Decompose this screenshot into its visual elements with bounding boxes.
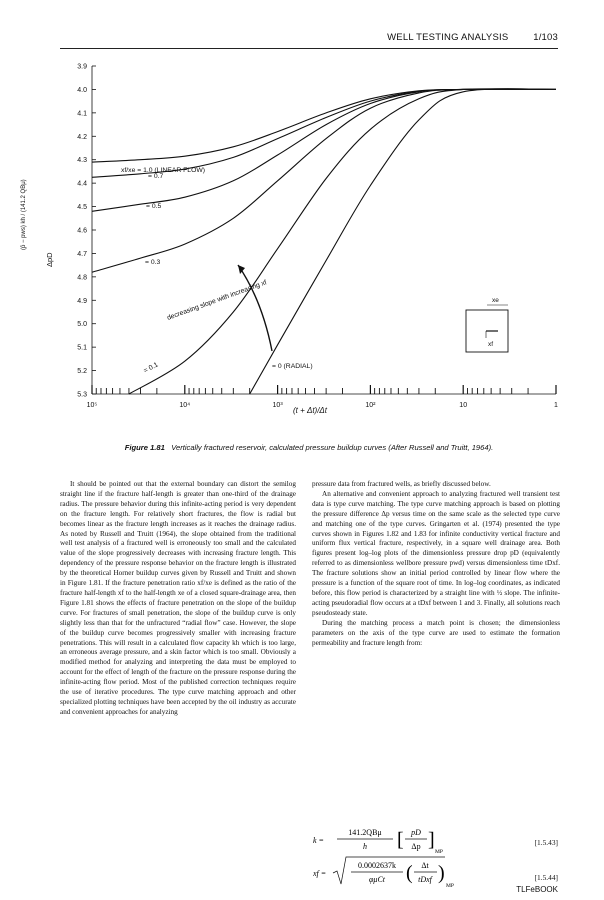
eq-factor-num: pD: [411, 828, 421, 837]
eq-lhs: xf =: [313, 869, 327, 878]
y-axis-label: ΔpD: [45, 252, 54, 267]
label-05: = 0.5: [146, 203, 162, 210]
y-tick-label: 4.6: [77, 227, 87, 235]
pressure-buildup-chart: [0, 55, 604, 455]
series-line-2: [92, 89, 556, 211]
y-tick-label: 4.3: [77, 157, 87, 165]
equation-permeability: [313, 824, 493, 856]
eq-factor-den: tDxf: [418, 875, 432, 884]
label-linear-flow: xf/xe = 1.0 (LINEAR FLOW): [121, 167, 206, 174]
label-01: = 0.1: [142, 361, 160, 375]
figure-caption: [60, 443, 558, 452]
xf-label: xf: [488, 341, 494, 348]
eq-factor-den: Δp: [411, 842, 421, 851]
y-tick-label: 3.9: [77, 63, 87, 71]
eq-lhs: k =: [313, 836, 324, 845]
arrowhead: [238, 265, 245, 274]
y-tick-label: 4.5: [77, 204, 87, 212]
xe-label: xe: [492, 297, 499, 304]
left-column: [60, 480, 296, 718]
x-tick-label: 10: [459, 402, 468, 409]
arrow-line: [238, 265, 272, 351]
label-radial: = 0 (RADIAL): [272, 363, 313, 370]
annotation-decreasing-slope: decreasing slope with increasing xf: [166, 279, 268, 322]
y-tick-label: 5.1: [77, 344, 87, 352]
series-line-1: [92, 89, 556, 177]
x-tick-label: 10²: [365, 402, 376, 409]
paragraph: pressure data from fractured wells, as briefly discussed below.: [312, 480, 491, 488]
equation-number: [1.5.44]: [534, 873, 558, 882]
y-axis-label-alt: (p̄ − pws) kh / (141.2 QBμ): [21, 179, 27, 250]
y-tick-label: 5.2: [77, 368, 87, 376]
fracture-schematic: [466, 297, 508, 352]
y-tick-label: 4.9: [77, 297, 87, 305]
y-tick-label: 4.1: [77, 110, 87, 118]
figure-label: Figure 1.81: [124, 443, 165, 452]
right-column: [312, 480, 560, 648]
label-03: = 0.3: [145, 259, 161, 266]
figure-caption-text: Vertically fractured reservoir, calculated pressure buildup curves (After Russell and Truitt, 1964).: [171, 443, 494, 452]
paragraph: An alternative and convenient approach to analyzing fractured well transient test data is type curve matching. The type curve matching approach is based on plotting the pressure difference Δp versus time on the same scale as the selected type curve and matching one of the type curves. Gringarten et al. (1974) presented the type curves shown in Figures 1.82 and 1.83 for infinite conductivity vertical fracture and uniform flux vertical fracture, respectively, in a square well drainage area. Both figures present log–log plots of the dimensionless pressure drop pD (equivalently referred to as dimensionless wellbore pressure pwd) versus dimensionless time tDxf. The fracture solutions show an initial period controlled by linear flow where the pressure is a function of the square root of time. In log–log coordinates, as indicated before, this flow period is characterized by a straight line with ½ slope. The infinite-acting pseudoradial flow occurs at a tDxf between 1 and 3. Finally, all solutions reach pseudosteady state.: [312, 489, 560, 617]
header-rule: [60, 48, 558, 49]
eq-num: 141.2QBμ: [348, 828, 382, 837]
right-bracket: ]: [428, 829, 435, 851]
x-axis-label: (t + Δt)/Δt: [292, 406, 328, 415]
label-07: = 0.7: [148, 173, 164, 180]
eq-den: φμCt: [369, 875, 385, 884]
y-tick-label: 4.4: [77, 180, 87, 188]
equation-fracture-length: [313, 855, 513, 889]
header-title: WELL TESTING ANALYSIS: [387, 32, 509, 43]
eq-sub: MP: [446, 883, 454, 889]
y-axis-title: [21, 179, 54, 267]
series-line-5: [250, 89, 556, 394]
x-tick-label: 10⁴: [179, 402, 191, 409]
y-tick-label: 4.7: [77, 250, 87, 258]
y-tick-label: 5.0: [77, 321, 87, 329]
x-tick-label: 1: [554, 402, 558, 409]
y-tick-label: 4.2: [77, 133, 87, 141]
page-number: 1/103: [533, 32, 558, 43]
footer: TLFeBOOK: [516, 885, 558, 894]
eq-factor-num: Δt: [421, 861, 429, 870]
right-paren: ): [438, 862, 445, 884]
paragraph: During the matching process a match point is chosen; the dimensionless parameters on the axis of the type curve are used to estimate the formation permeability and fracture length from:: [312, 618, 560, 647]
y-tick-label: 4.0: [77, 86, 87, 94]
equation-number: [1.5.43]: [534, 838, 558, 847]
running-header: [60, 32, 558, 43]
eq-den: h: [363, 842, 367, 851]
left-paren: (: [406, 862, 413, 884]
series-line-4: [129, 89, 556, 394]
left-bracket: [: [397, 829, 404, 851]
eq-num: 0.0002637k: [358, 861, 396, 870]
paragraph: It should be pointed out that the external boundary can distort the semilog straight line if the fracture half-length is greater than one-third of the drainage radius. The pressure behavior during this infinite-acting period is very dependent on the fracture length. For relatively short fractures, the flow is radial but becomes linear as the fracture length increases as it reaches the drainage radius. As noted by Russell and Truitt (1964), the slope obtained from the traditional well test analysis of a fractured well is erroneously too small and the calculated value of the slope progressively decreases with increasing fracture length. This dependency of the pressure response behavior on the fracture length is illustrated by the theoretical Horner buildup curves given by Russell and Truitt and shown in Figure 1.81. If the fracture penetration ratio xf/xe is defined as the ratio of the fracture half-length xf to the half-length xe of a closed square-drainage area, then Figure 1.81 shows the effects of fracture penetration on the slope of the buildup curve. For fractures of small penetration, the slope of the buildup curve is only slightly less than that for the unfractured “radial flow” case. However, the slope of the buildup curve becomes progressively smaller with increasing fracture penetrations. This will result in a calculated flow capacity kh which is too large, an erroneous average pressure, and a skin factor which is too small. Obviously a modified method for analyzing and interpreting the data must be employed to account for the effect of length of the fracture on the pressure response during the infinite-acting flow period. Most of the published correction techniques require the use of iterative procedures. The type curve matching approach and other specialized plotting techniques have been accepted by the oil industry as accurate and convenient approaches for analyzing: [60, 480, 296, 716]
y-tick-label: 4.8: [77, 274, 87, 282]
y-tick-label: 5.3: [77, 391, 87, 399]
x-tick-label: 10³: [272, 402, 283, 409]
x-tick-label: 10⁵: [86, 402, 98, 409]
eq-sub: MP: [435, 849, 443, 855]
